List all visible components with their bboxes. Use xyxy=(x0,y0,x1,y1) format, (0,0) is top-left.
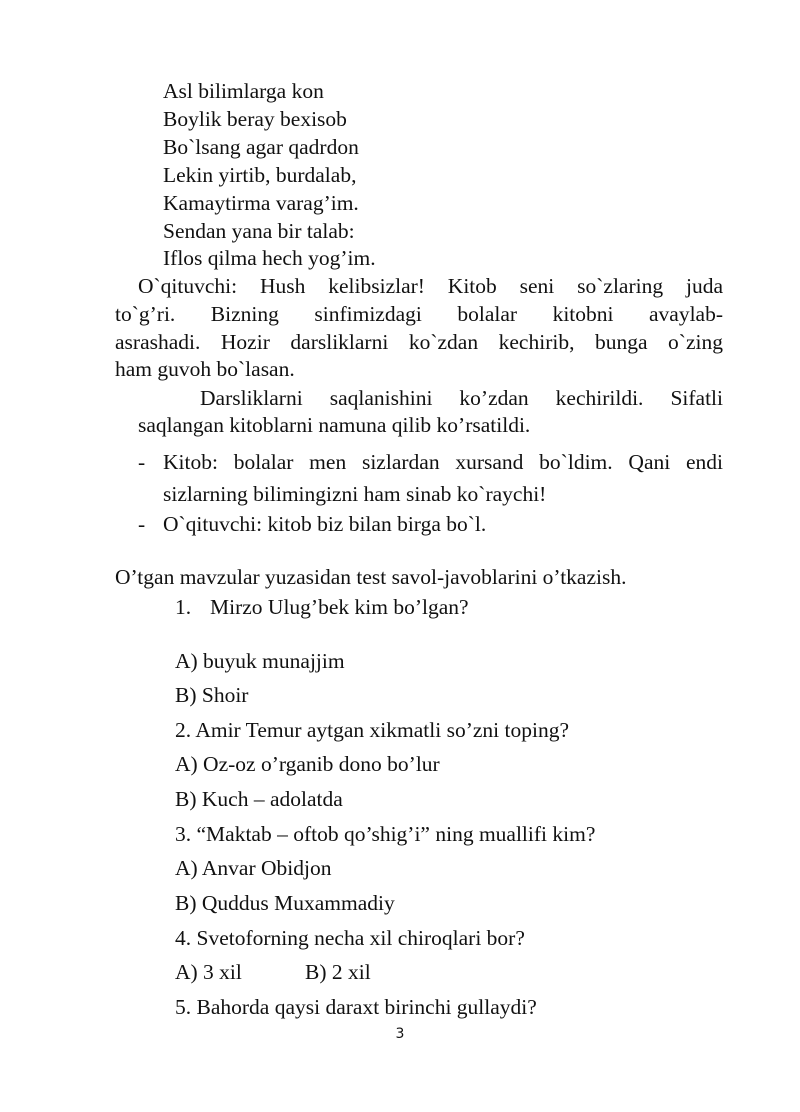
poem-line: Iflos qilma hech yog’im. xyxy=(163,246,376,270)
poem-line: Bo`lsang agar qadrdon xyxy=(163,135,359,159)
answer-option: A) buyuk munajjim xyxy=(175,649,345,673)
question-text: 2. Amir Temur aytgan xikmatli so’zni toping? xyxy=(175,718,569,742)
poem-line: Kamaytirma varag’im. xyxy=(163,191,359,215)
question-text: Mirzo Ulug’bek kim bo’lgan? xyxy=(210,595,469,619)
dialogue-line: Kitob: bolalar men sizlardan xursand bo`ldim. Qani endi xyxy=(163,450,723,474)
paragraph-line: Darsliklarni saqlanishini ko’zdan kechirildi. Sifatli xyxy=(200,386,723,410)
answer-option: A) Oz-oz o’rganib dono bo’lur xyxy=(175,752,440,776)
test-intro: O’tgan mavzular yuzasidan test savol-javoblarini o’tkazish. xyxy=(115,565,627,589)
dialogue-line: O`qituvchi: kitob biz bilan birga bo`l. xyxy=(163,512,487,536)
dash-bullet: - xyxy=(138,512,146,536)
paragraph-line: asrashadi. Hozir darsliklarni ko`zdan kechirib, bunga o`zing xyxy=(115,330,723,354)
answer-option: A) Anvar Obidjon xyxy=(175,856,332,880)
paragraph-line: saqlangan kitoblarni namuna qilib ko’rsatildi. xyxy=(138,413,531,437)
question-number: 1. xyxy=(175,595,192,619)
dialogue-line: sizlarning bilimingizni ham sinab ko`raychi! xyxy=(163,482,547,506)
paragraph-line: O`qituvchi: Hush kelibsizlar! Kitob seni so`zlaring juda xyxy=(138,274,723,298)
paragraph-line: ham guvoh bo`lasan. xyxy=(115,357,295,381)
poem-line: Lekin yirtib, burdalab, xyxy=(163,163,357,187)
answer-option: B) 2 xil xyxy=(305,960,371,984)
answer-option: B) Kuch – adolatda xyxy=(175,787,343,811)
paragraph-line: to`g’ri. Bizning sinfimizdagi bolalar kitobni avaylab- xyxy=(115,302,723,326)
question-text: 5. Bahorda qaysi daraxt birinchi gullaydi? xyxy=(175,995,537,1019)
poem-line: Sendan yana bir talab: xyxy=(163,219,355,243)
dash-bullet: - xyxy=(138,450,146,474)
poem-line: Asl bilimlarga kon xyxy=(163,79,324,103)
answer-option: A) 3 xil xyxy=(175,960,242,984)
answer-option: B) Shoir xyxy=(175,683,249,707)
question-text: 3. “Maktab – oftob qo’shig’i” ning muallifi kim? xyxy=(175,822,596,846)
poem-line: Boylik beray bexisob xyxy=(163,107,347,131)
answer-option: B) Quddus Muxammadiy xyxy=(175,891,395,915)
question-text: 4. Svetoforning necha xil chiroqlari bor? xyxy=(175,926,525,950)
page-number: 3 xyxy=(395,1026,405,1042)
